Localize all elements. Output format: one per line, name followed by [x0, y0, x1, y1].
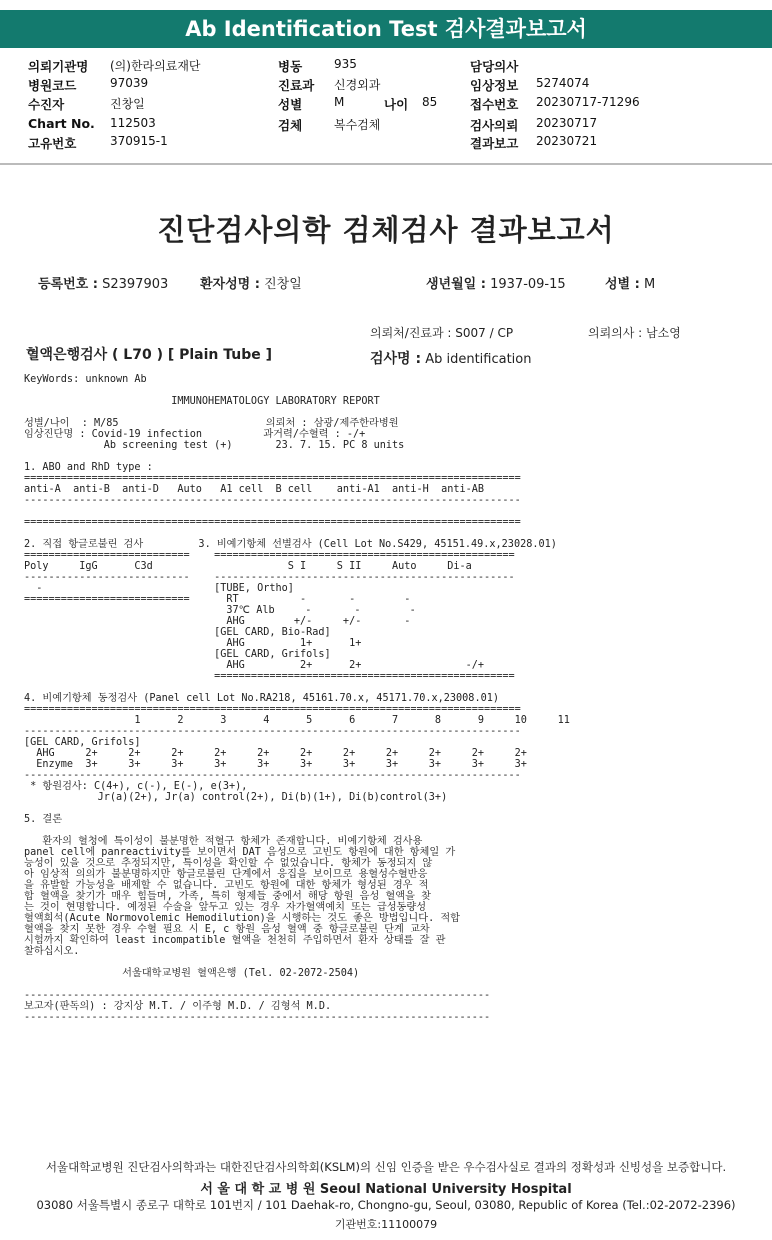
uid-value: 370915-1: [110, 134, 168, 148]
sex-value: M: [334, 95, 345, 109]
referral-doctor: 의뢰의사 : 남소영: [588, 326, 681, 340]
request-label: 검사의뢰: [470, 118, 519, 133]
age-label: 나이: [384, 97, 409, 112]
report-value: 20230721: [536, 134, 598, 148]
test-name-label: 검사명 :: [370, 351, 422, 367]
hcode-label: 병원코드: [28, 78, 77, 93]
request-value: 20230717: [536, 116, 598, 130]
hospital-address: 03080 서울특별시 종로구 대학로 101번지 / 101 Daehak-ro, Chongno-gu, Seoul, 03080, Republic of Korea (Tel.:02-2072-2396): [36, 1198, 736, 1212]
test-section: 혈액은행검사 ( L70 ) [ Plain Tube ]: [26, 347, 273, 363]
clinical-label: 임상정보: [470, 78, 519, 93]
certification-text: 서울대학교병원 진단검사의학과는 대한진단검사의학회(KSLM)의 신임 인증을 받은 우수검사실로 결과의 정확성과 신빙성을 보증합니다.: [45, 1160, 727, 1174]
dob-label: 생년월일 :: [426, 277, 486, 292]
institution-number: 기관번호:11100079: [334, 1218, 438, 1231]
report-banner: Ab Identification Test 검사결과보고서: [0, 10, 772, 48]
sex-label: 성별: [278, 97, 303, 112]
dept-label: 진료과: [278, 78, 315, 93]
referral: 의뢰처/진료과 : S007 / CP: [370, 326, 514, 340]
document-title: 진단검사의학 검체검사 결과보고서: [157, 213, 615, 247]
recipient-label: 수진자: [28, 97, 65, 112]
name-value: 진창일: [264, 277, 302, 292]
ward-value: 935: [334, 57, 357, 71]
dept-value: 신경외과: [334, 78, 381, 92]
dob-value: 1937-09-15: [490, 277, 566, 292]
reg-value: S2397903: [102, 277, 169, 292]
hcode-value: 97039: [110, 76, 149, 90]
hospital-name: 서 울 대 학 교 병 원 Seoul National University Hospital: [200, 1182, 572, 1197]
receipt-value: 20230717-71296: [536, 95, 640, 109]
test-name-value: Ab identification: [425, 352, 532, 367]
chart-label: Chart No.: [28, 116, 95, 131]
specimen-label: 검체: [278, 118, 303, 133]
age-value: 85: [422, 95, 438, 109]
reg-label: 등록번호 :: [38, 277, 98, 292]
sex-value-2: M: [643, 277, 656, 292]
specimen-value: 복수검체: [334, 118, 381, 132]
name-label: 환자성명 :: [200, 277, 260, 292]
chart-value: 112503: [110, 116, 156, 130]
inst-value: (의)한라의료재단: [110, 59, 201, 73]
doctor-label: 담당의사: [470, 59, 519, 74]
report-body: KeyWords: unknown Ab IMMUNOHEMATOLOGY LABORATORY REPORT 성별/나이 : M/85 의뢰처 : 삼광/제주한라병원 임상진단명 : Covid-19 infection 과거력/수혈력 : -/+ Ab screening test (+) 23. 7. 15. PC 8 units 1. ABO and RhD type : ================================================================================= anti-A anti-B anti-D Auto A1 cell B cell anti-A1 anti-H anti-AB --------------------------------------------------------------------------------- ================================================================================= 2. 직접 항글로불린 검사 3. 비예기항체 선별검사 (Cell Lot No.S429, 45151.49.x,23028.01) =========================== ================================================= Poly IgG C3d S I S II Auto Di-a --------------------------- ------------------------------------------------- - [TUBE, Ortho] =========================== RT - - - 37℃ Alb - - - AHG +/- +/- - [GEL CARD, Bio-Rad] AHG 1+ 1+ [GEL CARD, Grifols] AHG 2+ 2+ -/+ ================================================= 4. 비예기항체 동정검사 (Panel cell Lot No.RA218, 45161.70.x, 45171.70.x,23008.01) ================================================================================= 1 2 3 4 5 6 7 8 9 10 11 --------------------------------------------------------------------------------- [GEL CARD, Grifols] AHG 2+ 2+ 2+ 2+ 2+ 2+ 2+ 2+ 2+ 2+ 2+ Enzyme 3+ 3+ 3+ 3+ 3+ 3+ 3+ 3+ 3+ 3+ 3+ --------------------------------------------------------------------------------- * 항원검사: C(4+), c(-), E(-), e(3+), Jr(a)(2+), Jr(a) control(2+), Di(b)(1+), Di(b)control(3+) 5. 결론 환자의 혈청에 특이성이 불분명한 적혈구 항체가 존재합니다. 비예기항체 검사용 panel cell에 panreactivity를 보이면서 DAT 음성으로 고빈도 항원에 대한 항체일 가 능성이 있을 것으로 추정되지만, 특이성을 확인할 수 없었습니다. 항체가 동정되지 않 아 임상적 의의가 불분명하지만 항글로불린 단계에서 응집을 보이므로 용혈성수혈반응 을 유발할 가능성을 배제할 수 없습니다. 고빈도 항원에 대한 항체가 형성된 경우 적 합 혈액을 찾기가 매우 힘들며, 가족, 특히 형제들 중에서 해당 항원 음성 혈액을 찾 는 것이 현명합니다. 예정된 수술을 앞두고 있는 경우 자가혈액예치 또는 급성동량성 혈액희석(Acute Normovolemic Hemodilution)을 시행하는 것도 좋은 방법입니다. 적합 혈액을 찾지 못한 경우 수혈 필요 시 E, c 항원 음성 혈액 중 항글로불린 단계 교차 시험까지 확인하여 least incompatible 혈액을 천천히 주입하면서 환자 상태를 잘 관 찰하십시오. 서울대학교병원 혈액은행 (Tel. 02-2072-2504) ---------------------------------------------------------------------------- 보고자(판독의) : 강지상 M.T. / 이주형 M.D. / 김형석 M.D. ----------------------------------------------------------------------------: [24, 374, 570, 1023]
report-label: 결과보고: [470, 136, 519, 151]
clinical-value: 5274074: [536, 76, 590, 90]
receipt-label: 접수번호: [470, 97, 519, 112]
sex-label-2: 성별 :: [605, 277, 640, 292]
recipient-value: 진창일: [110, 97, 145, 111]
uid-label: 고유번호: [28, 136, 77, 151]
header-divider: [0, 163, 772, 165]
ward-label: 병동: [278, 59, 303, 74]
inst-label: 의뢰기관명: [28, 59, 89, 74]
